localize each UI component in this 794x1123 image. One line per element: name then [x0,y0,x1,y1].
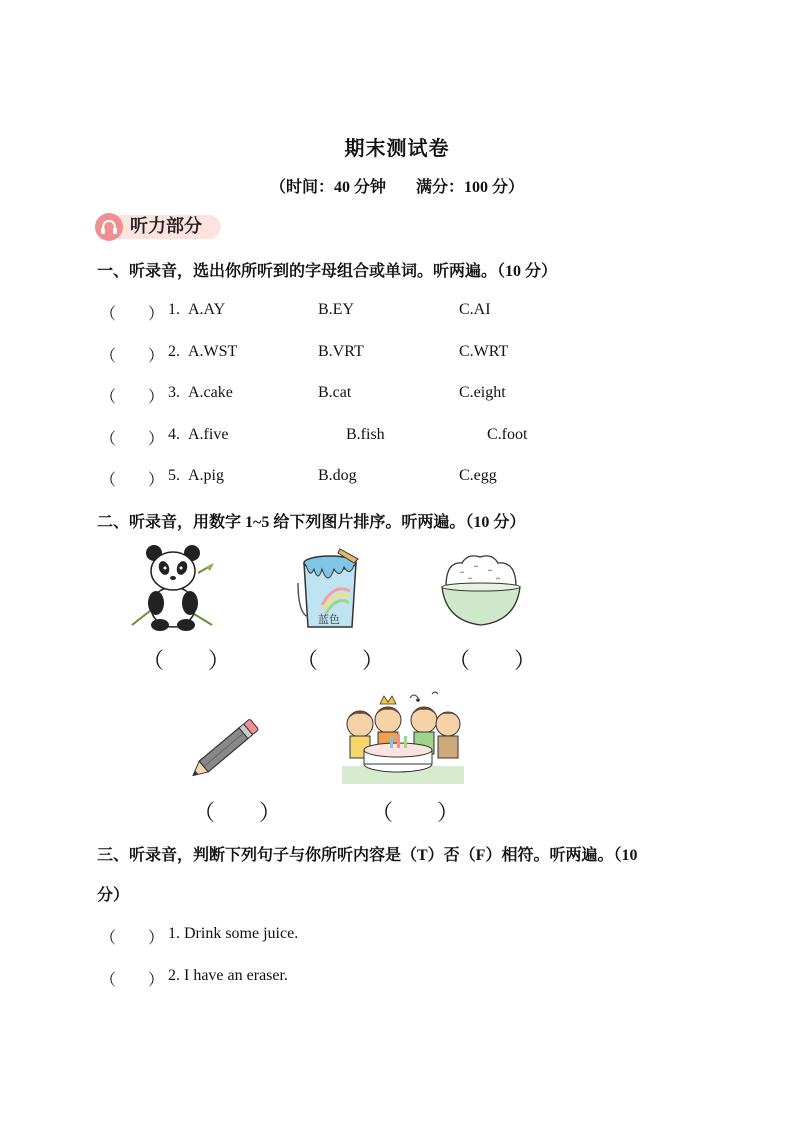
answer-blank-close[interactable]: ） [148,389,165,406]
option-c: C.AI [459,301,491,318]
birthday-party-image [340,690,466,786]
answer-blank-open[interactable]: （ [100,348,117,365]
option-b: B.VRT [318,343,364,360]
answer-blank-open[interactable]: （ [100,972,117,989]
option-a: A.cake [188,384,233,401]
section-label-text: 听力部分 [130,216,202,237]
answer-blank-open[interactable]: （ [100,431,117,448]
judgement-sentence: 1. Drink some juice. [168,925,299,942]
question-row [0,426,794,450]
option-c: C.foot [487,426,528,443]
answer-blank-party[interactable]: （ ） [371,800,460,825]
judgement-sentence: 2. I have an eraser. [168,967,288,984]
question-number: 5. [168,467,180,484]
blue-paint-bucket-image [294,543,366,633]
rice-bowl-image [440,553,522,631]
answer-blank-close[interactable]: ） [148,348,165,365]
question-number: 3. [168,384,180,401]
question-number: 1. [168,301,180,318]
question-row [0,384,794,408]
question-row [0,301,794,325]
part1-heading: 一、听录音，选出你所听到的字母组合或单词。听两遍。（10 分） [97,263,558,280]
question-number: 4. [168,426,180,443]
option-a: A.AY [188,301,226,318]
bucket-label: 蓝色 [318,613,340,626]
answer-blank-open[interactable]: （ [100,472,117,489]
option-b: B.cat [318,384,352,401]
option-a: A.WST [188,343,238,360]
answer-blank-close[interactable]: ） [148,431,165,448]
headphones-icon [95,213,123,241]
part3-heading-line1: 三、听录音，判断下列句子与你所听内容是（T）否（F）相符。听两遍。（10 [97,847,638,864]
answer-blank-open[interactable]: （ [100,930,117,947]
answer-blank-close[interactable]: ） [148,930,165,947]
answer-blank-pencil[interactable]: （ ） [193,800,282,825]
option-a: A.pig [188,467,224,484]
answer-blank-open[interactable]: （ [100,306,117,323]
page-title: 期末测试卷 [344,138,450,160]
question-number: 2. [168,343,180,360]
answer-blank-bucket[interactable]: （ ） [296,648,385,673]
option-a: A.five [188,426,229,443]
option-b: B.dog [318,467,357,484]
answer-blank-open[interactable]: （ [100,389,117,406]
pencil-image [180,710,270,790]
exam-info [0,174,794,197]
exam-time: （时间：40 分钟 [269,179,386,196]
section-label-listening [95,212,223,242]
part3-heading-line2: 分） [97,887,130,904]
question-row [0,343,794,367]
answer-blank-close[interactable]: ） [148,972,165,989]
judgement-row [0,925,794,949]
answer-blank-panda[interactable]: （ ） [142,648,231,673]
answer-blank-close[interactable]: ） [148,306,165,323]
option-c: C.WRT [459,343,509,360]
exam-score: 满分：100 分） [416,179,525,196]
part2-heading: 二、听录音，用数字 1~5 给下列图片排序。听两遍。（10 分） [97,514,526,531]
option-c: C.egg [459,467,497,484]
option-b: B.fish [346,426,385,443]
answer-blank-rice[interactable]: （ ） [448,648,537,673]
answer-blank-close[interactable]: ） [148,472,165,489]
panda-image [128,543,218,633]
question-row [0,467,794,491]
option-c: C.eight [459,384,506,401]
option-b: B.EY [318,301,354,318]
judgement-row [0,967,794,991]
